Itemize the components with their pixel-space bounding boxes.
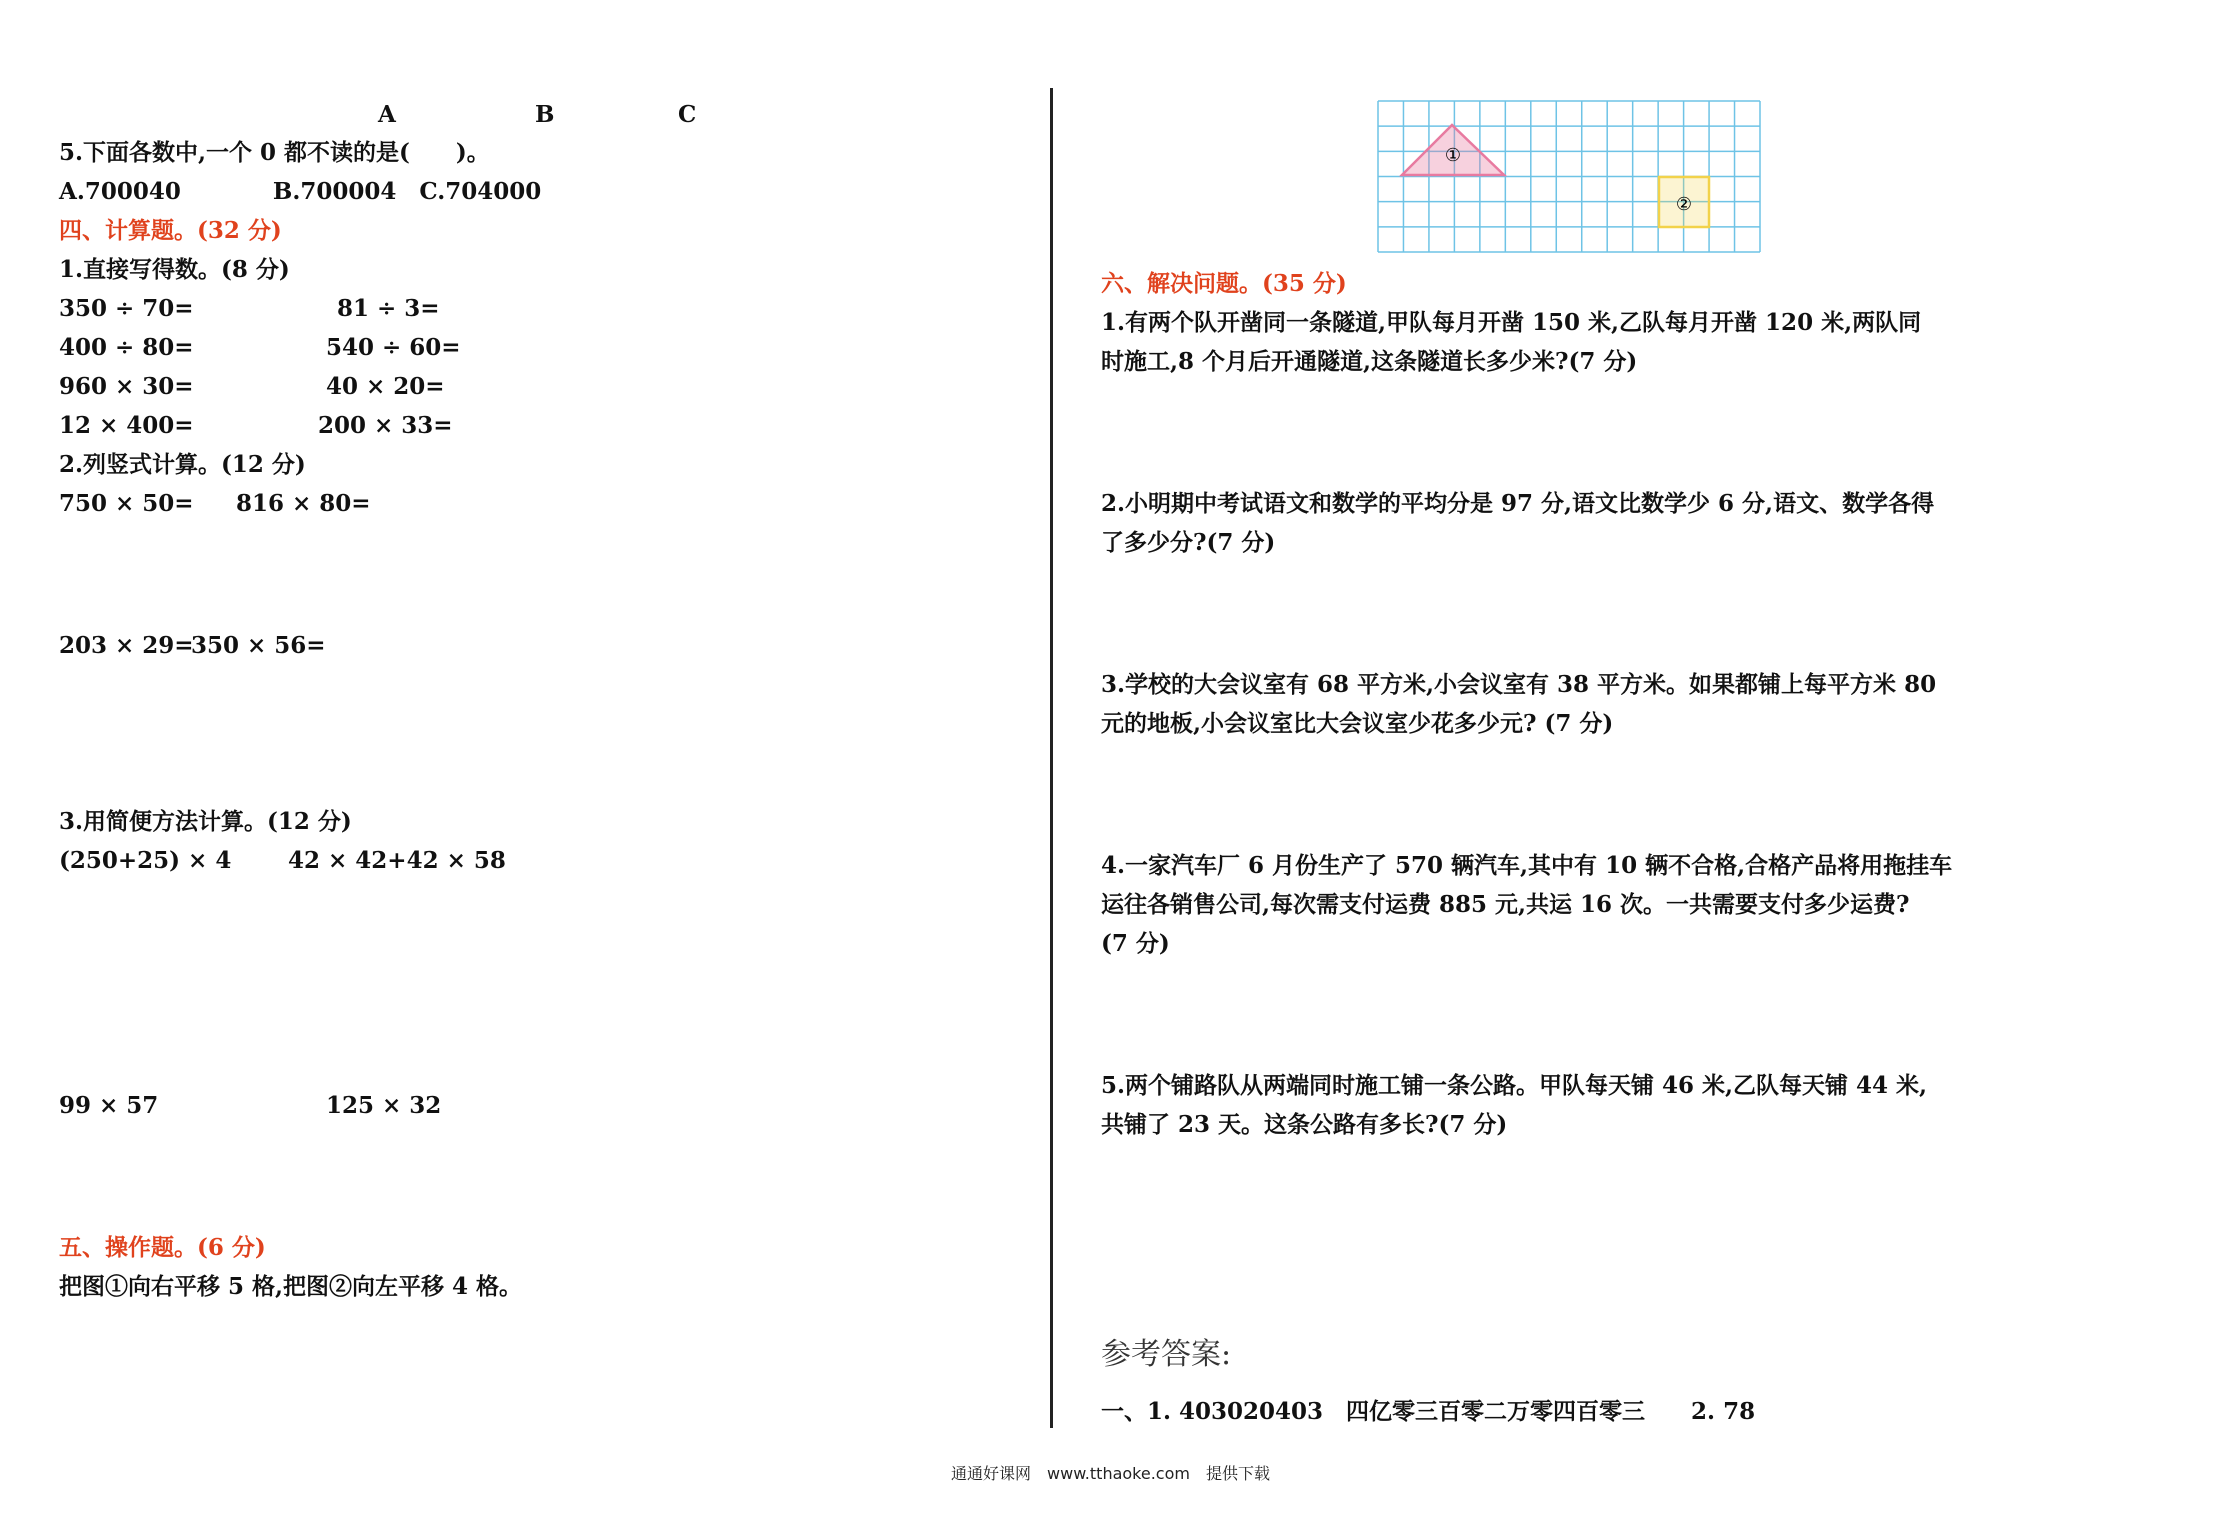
figure-1-label: ① — [1444, 145, 1462, 166]
calc-item: 125 × 32 — [326, 1092, 442, 1119]
part-3-title: 3.用简便方法计算。(12 分) — [59, 808, 352, 835]
option-letter-c: C — [678, 101, 697, 128]
calc-item: 350 ÷ 70= — [59, 295, 194, 322]
figure-2-label: ② — [1675, 194, 1693, 215]
problem-3-line-2: 元的地板,小会议室比大会议室少花多少元? (7 分) — [1101, 710, 1614, 737]
calc-item: (250+25) × 4 — [59, 847, 232, 874]
calc-item: 750 × 50= — [59, 490, 194, 517]
section-6-title: 六、解决问题。(35 分) — [1101, 270, 1347, 297]
column-divider — [1050, 88, 1053, 1428]
calc-item: 200 × 33= — [318, 412, 453, 439]
calc-item: 350 × 56= — [191, 632, 326, 659]
calc-item: 99 × 57 — [59, 1092, 159, 1119]
calc-item: 540 ÷ 60= — [326, 334, 461, 361]
calc-item: 12 × 400= — [59, 412, 194, 439]
calc-item: 400 ÷ 80= — [59, 334, 194, 361]
problem-1-line-2: 时施工,8 个月后开通隧道,这条隧道长多少米?(7 分) — [1101, 348, 1638, 375]
calc-item: 960 × 30= — [59, 373, 194, 400]
section-4-title: 四、计算题。(32 分) — [59, 217, 282, 244]
footer-source: 通通好课网 www.tthaoke.com 提供下载 — [951, 1464, 1270, 1483]
problem-4-line-2: 运往各销售公司,每次需支付运费 885 元,共运 16 次。一共需要支付多少运费? — [1101, 891, 1910, 918]
problem-5-line-1: 5.两个铺路队从两端同时施工铺一条公路。甲队每天铺 46 米,乙队每天铺 44 米, — [1101, 1072, 1928, 1099]
grid-svg — [1377, 100, 1761, 253]
calc-item: 40 × 20= — [326, 373, 445, 400]
calc-item: 816 × 80= — [236, 490, 371, 517]
question-5-options: A.700040 B.700004 C.704000 — [59, 178, 542, 205]
problem-4-line-1: 4.一家汽车厂 6 月份生产了 570 辆汽车,其中有 10 辆不合格,合格产品将用拖挂车 — [1101, 852, 1953, 879]
question-5-stem: 5.下面各数中,一个 0 都不读的是( )。 — [59, 139, 490, 166]
problem-1-line-1: 1.有两个队开凿同一条隧道,甲队每月开凿 150 米,乙队每月开凿 120 米,两队同 — [1101, 309, 1922, 336]
translation-grid-figure — [1377, 100, 1761, 253]
calc-item: 203 × 29= — [59, 632, 194, 659]
part-1-title: 1.直接写得数。(8 分) — [59, 256, 290, 283]
answers-line-1: 一、1. 403020403 四亿零三百零二万零四百零三 2. 78 — [1101, 1398, 1756, 1425]
problem-2-line-1: 2.小明期中考试语文和数学的平均分是 97 分,语文比数学少 6 分,语文、数学各得 — [1101, 490, 1935, 517]
section-5-instruction: 把图①向右平移 5 格,把图②向左平移 4 格。 — [59, 1273, 523, 1300]
part-2-title: 2.列竖式计算。(12 分) — [59, 451, 306, 478]
option-letter-b: B — [535, 101, 555, 128]
problem-3-line-1: 3.学校的大会议室有 68 平方米,小会议室有 38 平方米。如果都铺上每平方米 80 — [1101, 671, 1937, 698]
answers-title: 参考答案: — [1101, 1337, 1232, 1372]
option-letter-a: A — [378, 101, 396, 128]
problem-4-line-3: (7 分) — [1101, 930, 1170, 957]
calc-item: 42 × 42+42 × 58 — [288, 847, 506, 874]
calc-item: 81 ÷ 3= — [337, 295, 440, 322]
problem-2-line-2: 了多少分?(7 分) — [1101, 529, 1276, 556]
section-5-title: 五、操作题。(6 分) — [59, 1234, 266, 1261]
problem-5-line-2: 共铺了 23 天。这条公路有多长?(7 分) — [1101, 1111, 1508, 1138]
